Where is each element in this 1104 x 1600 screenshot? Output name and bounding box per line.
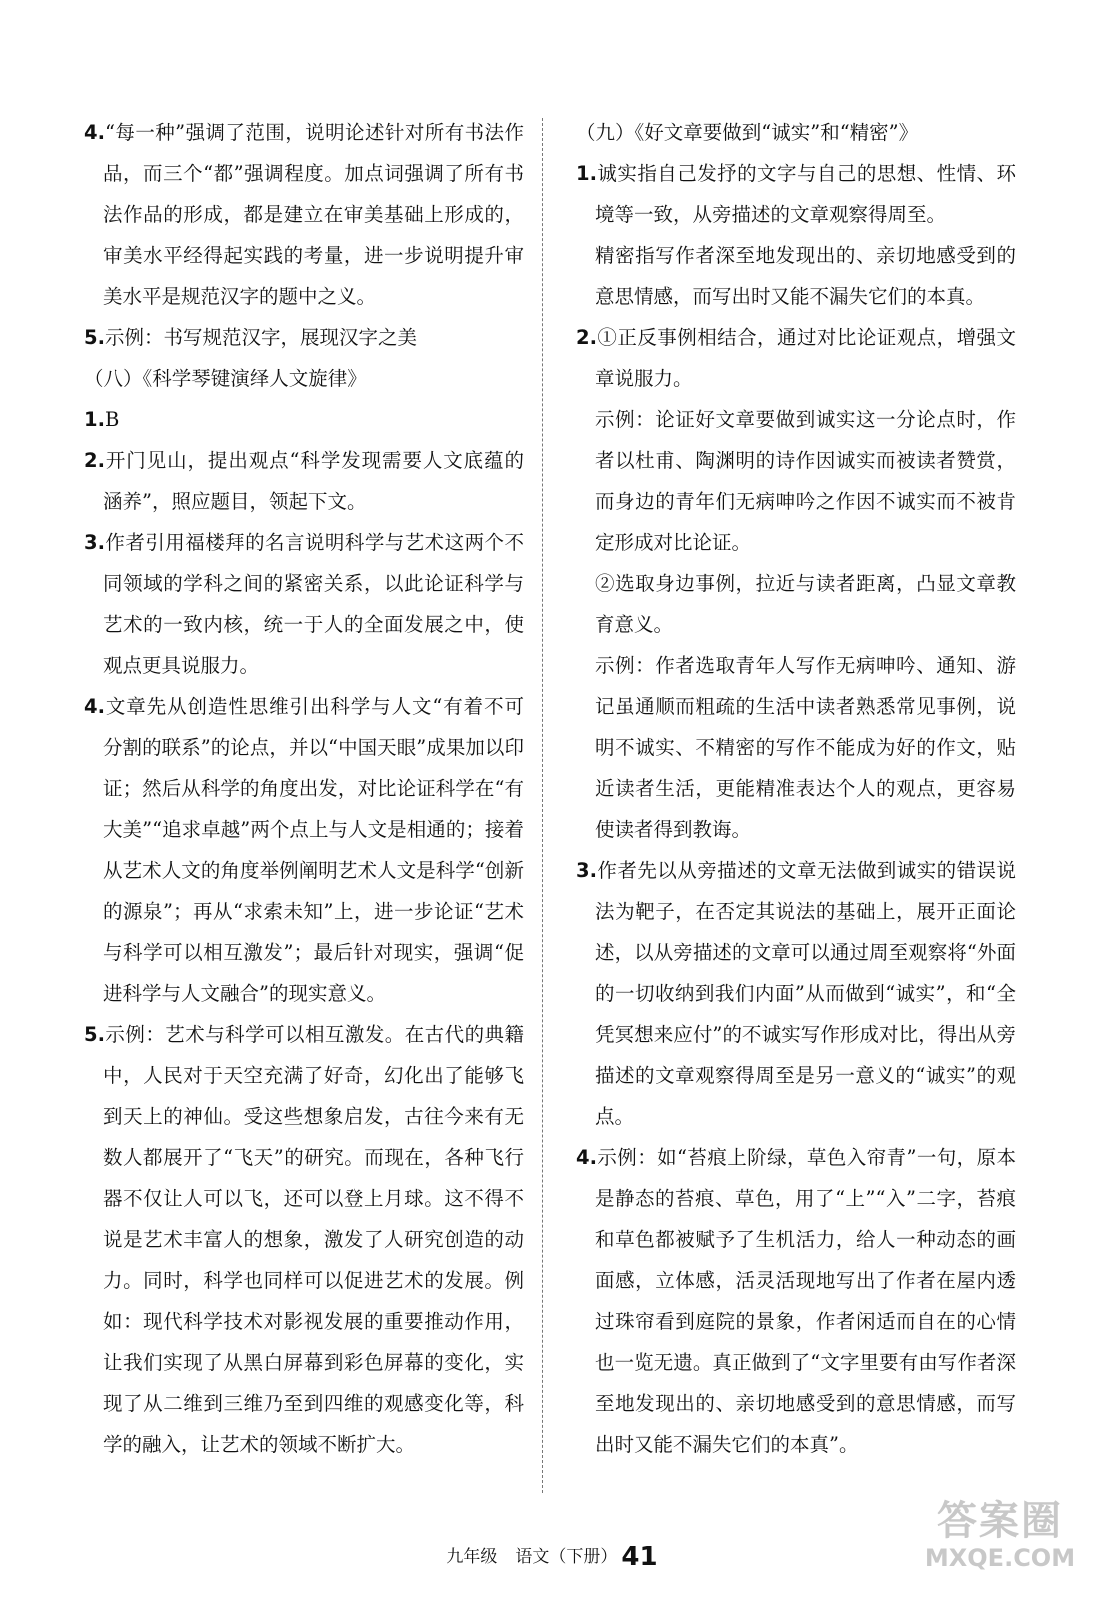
answer-item: 3.作者引用福楼拜的名言说明科学与艺术这两个不同领域的学科之间的紧密关系，以此论证科学与艺术的一致内核，统一于人的全面发展之中，使观点更具说服力。 <box>84 531 524 677</box>
answer-item: 5.示例：艺术与科学可以相互激发。在古代的典籍中，人民对于天空充满了好奇，幻化出了能够飞到天上的神仙。受这些想象启发，古往今来有无数人都展开了“飞天”的研究。而现在，各种飞行器不仅让人可以飞，还可以登上月球。这不得不说是艺术丰富人的想象，激发了人研究创造的动力。同时，科学也同样可以促进艺术的发展。例如：现代科学技术对影视发展的重要推动作用，让我们实现了从黑白屏幕到彩色屏幕的变化，实现了从二维到三维乃至到四维的观感变化等，科学的融入，让艺术的领域不断扩大。 <box>84 1023 524 1456</box>
footer-grade: 九年级 <box>446 1547 498 1567</box>
answer-item: 2.①正反事例相结合，通过对比论证观点，增强文章说服力。 <box>576 326 1016 390</box>
section-title: （八）《科学琴键演绎人文旋律》 <box>84 367 367 390</box>
answer-item: 1.B <box>84 408 120 431</box>
answer-paragraph: 示例：作者选取青年人写作无病呻吟、通知、游记虽通顺而粗疏的生活中读者熟悉常见事例，说明不诚实、不精密的写作不能成为好的作文，贴近读者生活，更能精准表达个人的观点，更容易使读者得到教诲。 <box>595 654 1016 841</box>
watermark-logo <box>920 1498 1080 1578</box>
answer-item: 1.诚实指自己发抒的文字与自己的思想、性情、环境等一致，从旁描述的文章观察得周至。 <box>576 162 1016 226</box>
answer-item: 2.开门见山，提出观点“科学发现需要人文底蕴的涵养”，照应题目，领起下文。 <box>84 449 524 513</box>
section-title: （九）《好文章要做到“诚实”和“精密”》 <box>576 121 919 144</box>
answer-paragraph: ②选取身边事例，拉近与读者距离，凸显文章教育意义。 <box>595 572 1016 636</box>
answer-item: 4.文章先从创造性思维引出科学与人文“有着不可分割的联系”的论点，并以“中国天眼”成果加以印证；然后从科学的角度出发，对比论证科学在“有大美”“追求卓越”两个点上与人文是相通的；接着从艺术人文的角度举例阐明艺术人文是科学“创新的源泉”；再从“求索未知”上，进一步论证“艺术与科学可以相互激发”；最后针对现实，强调“促进科学与人文融合”的现实意义。 <box>84 695 524 1005</box>
watermark-top-text: 答案圈 <box>937 1498 1063 1544</box>
watermark-bottom-text: MXQE.COM <box>924 1544 1076 1572</box>
right-column <box>576 112 1016 1465</box>
answer-item: 4.示例：如“苔痕上阶绿，草色入帘青”一句，原本是静态的苔痕、草色，用了“上”“入”二字，苔痕和草色都被赋予了生机活力，给人一种动态的画面感，立体感，活灵活现地写出了作者在屋内透过珠帘看到庭院的景象，作者闲适而自在的心情也一览无遗。真正做到了“文字里要有由写作者深至地发现出的、亲切地感受到的意思情感，而写出时又能不漏失它们的本真”。 <box>576 1146 1016 1456</box>
answer-paragraph: 精密指写作者深至地发现出的、亲切地感受到的意思情感，而写出时又能不漏失它们的本真。 <box>595 244 1016 308</box>
page-number: 41 <box>621 1542 658 1572</box>
left-column <box>84 112 524 1465</box>
answer-item: 3.作者先以从旁描述的文章无法做到诚实的错误说法为靶子，在否定其说法的基础上，展开正面论述，以从旁描述的文章可以通过周至观察将“外面的一切收纳到我们内面”从而做到“诚实”，和“全凭冥想来应付”的不诚实写作形成对比，得出从旁描述的文章观察得周至是另一意义的“诚实”的观点。 <box>576 859 1016 1128</box>
answer-paragraph: 示例：论证好文章要做到诚实这一分论点时，作者以杜甫、陶渊明的诗作因诚实而被读者赞赏，而身边的青年们无病呻吟之作因不诚实而不被肯定形成对比论证。 <box>595 408 1016 554</box>
answer-item: 4.“每一种”强调了范围，说明论述针对所有书法作品，而三个“都”强调程度。加点词强调了所有书法作品的形成，都是建立在审美基础上形成的，审美水平经得起实践的考量，进一步说明提升审美水平是规范汉字的题中之义。 <box>84 121 524 308</box>
answer-item: 5.示例：书写规范汉字，展现汉字之美 <box>84 326 417 349</box>
footer-subject: 语文（下册） <box>515 1547 618 1567</box>
column-divider <box>542 118 543 1493</box>
